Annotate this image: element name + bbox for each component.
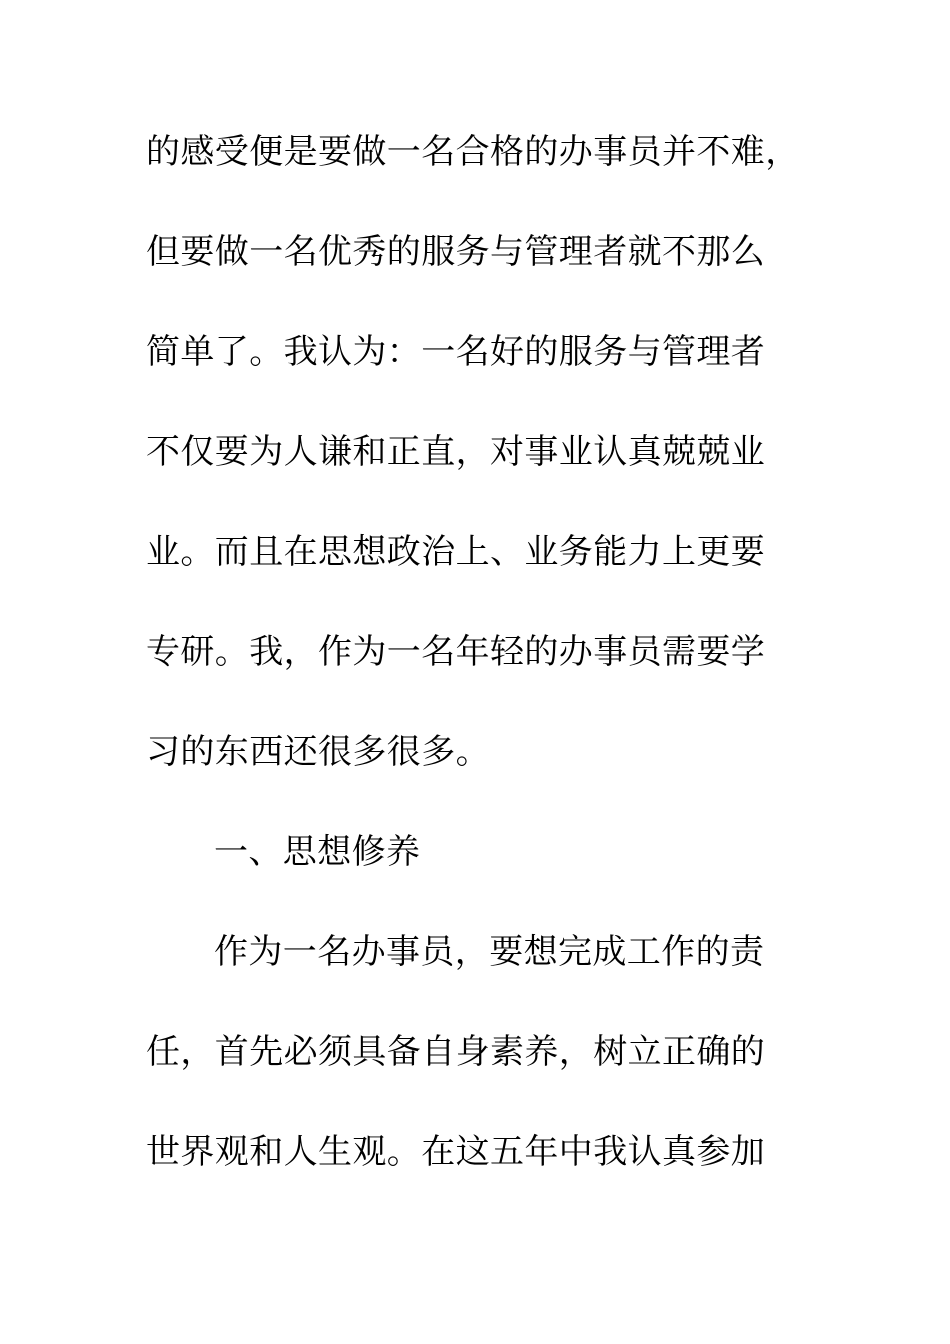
body-text-line: 专研。我，作为一名年轻的办事员需要学 <box>146 632 766 672</box>
body-text-line: 业。而且在思想政治上、业务能力上更要 <box>146 532 766 572</box>
body-text-line: 的感受便是要做一名合格的办事员并不难， <box>146 132 800 172</box>
body-text-line: 世界观和人生观。在这五年中我认真参加 <box>146 1132 766 1172</box>
section-heading: 一、思想修养 <box>214 832 421 872</box>
body-text-line: 简单了。我认为：一名好的服务与管理者 <box>146 332 766 372</box>
body-text-line: 但要做一名优秀的服务与管理者就不那么 <box>146 232 766 272</box>
body-text-line: 不仅要为人谦和正直，对事业认真兢兢业 <box>146 432 766 472</box>
body-text-line: 任，首先必须具备自身素养，树立正确的 <box>146 1032 766 1072</box>
paragraph-first-line: 作为一名办事员，要想完成工作的责 <box>214 932 765 972</box>
body-text-line: 习的东西还很多很多。 <box>146 732 490 772</box>
